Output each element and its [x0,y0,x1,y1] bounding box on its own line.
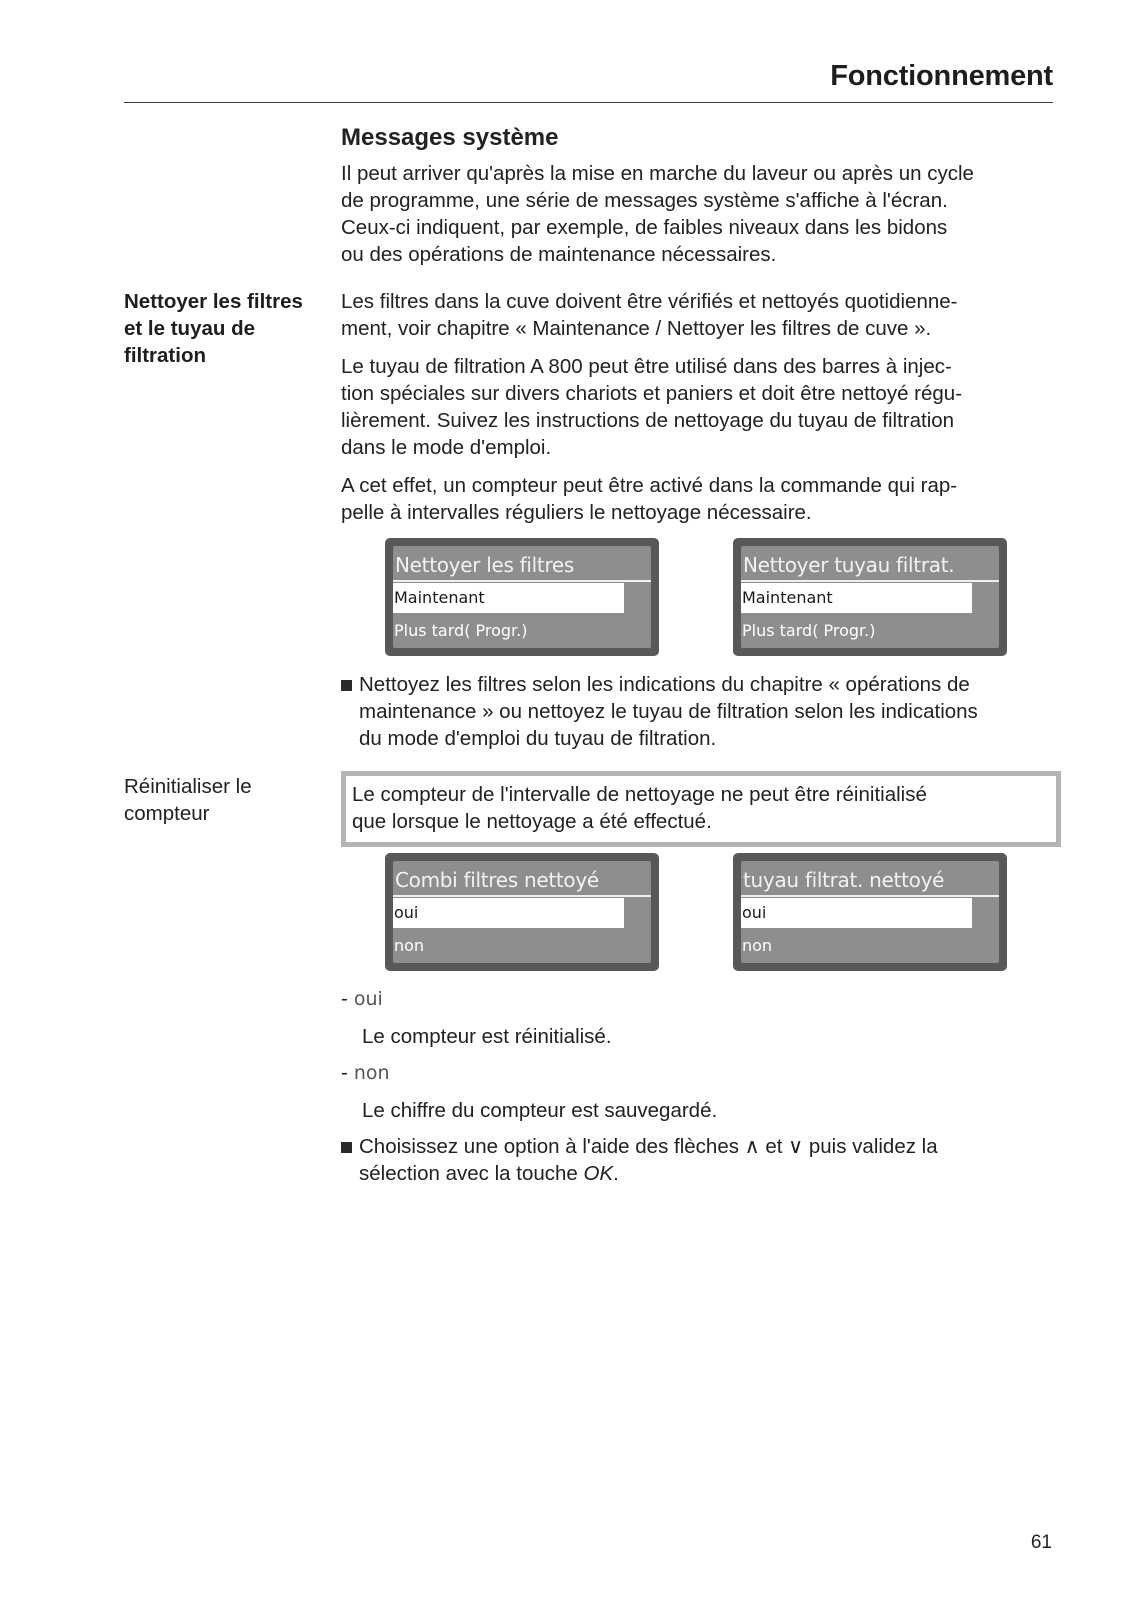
display-selected-label: Maintenant [742,588,833,607]
display-panel [741,546,999,648]
display-panel [393,546,651,648]
side-heading-line: compteur [124,802,210,825]
display-divider [741,895,999,897]
bullet-line: maintenance » ou nettoyez le tuyau de filtration selon les indications [359,700,978,723]
paragraph-line: Les filtres dans la cuve doivent être vérifiés et nettoyés quotidienne- [341,290,958,313]
display-panel [393,861,651,963]
display-screen-hose-cleaned [733,853,1007,971]
instruction-bullet-clean [341,671,1061,752]
side-heading-line: filtration [124,344,206,367]
side-heading-filters [124,288,329,369]
page-number: 61 [1030,1532,1052,1553]
display-selected-label: oui [742,903,767,922]
filters-paragraph-1 [341,288,1061,342]
dash-marker: - [341,987,348,1010]
bullet-line: Nettoyez les filtres selon les indications du chapitre « opérations de [359,673,970,696]
option-oui [341,987,383,1011]
display-title: Combi filtres nettoyé [395,868,599,892]
display-screen-filters-cleaned [385,853,659,971]
intro-paragraph [341,160,1061,268]
paragraph-line: lièrement. Suivez les instructions de nettoyage du tuyau de filtration [341,409,955,432]
header-divider [124,102,1053,103]
side-heading-line: et le tuyau de [124,317,256,340]
option-description: Le chiffre du compteur est sauvegardé. [362,1099,718,1122]
paragraph-line: pelle à intervalles réguliers le nettoyage nécessaire. [341,501,812,524]
filters-paragraph-2 [341,353,1061,461]
display-selected-option [741,583,972,613]
instruction-bullet-select [341,1133,1061,1187]
intro-line: de programme, une série de messages système s'affiche à l'écran. [341,189,948,212]
display-selected-option [741,898,972,928]
bullet-text: . [613,1162,619,1185]
intro-line: Il peut arriver qu'après la mise en marche du laveur ou après un cycle [341,162,974,185]
square-bullet-icon [341,1142,352,1153]
page-header-title: Fonctionnement [830,60,1053,92]
paragraph-line: A cet effet, un compteur peut être activé dans la commande qui rap- [341,474,958,497]
display-divider [741,580,999,582]
bullet-line [359,1160,1061,1187]
note-line: Le compteur de l'intervalle de nettoyage ne peut être réinitialisé [352,783,927,806]
dash-marker: - [341,1061,348,1084]
bullet-line: Choisissez une option à l'aide des flèches ∧ et ∨ puis validez la [359,1135,938,1158]
bullet-line: du mode d'emploi du tuyau de filtration. [359,727,717,750]
note-line: que lorsque le nettoyage a été effectué. [352,810,712,833]
note-text [352,781,927,835]
side-heading-line: Réinitialiser le [124,775,252,798]
display-option: non [394,936,425,955]
side-heading-reset [124,773,329,827]
intro-line: Ceux-ci indiquent, par exemple, de faibles niveaux dans les bidons [341,216,948,239]
paragraph-line: tion spéciales sur divers chariots et paniers et doit être nettoyé régu- [341,382,963,405]
intro-line: ou des opérations de maintenance nécessaires. [341,243,777,266]
display-title: Nettoyer tuyau filtrat. [743,553,955,577]
bullet-text: sélection avec la touche [359,1162,584,1185]
note-box [341,771,1061,847]
paragraph-line: ment, voir chapitre « Maintenance / Nettoyer les filtres de cuve ». [341,317,932,340]
display-option: non [742,936,773,955]
display-title: tuyau filtrat. nettoyé [743,868,945,892]
paragraph-line: Le tuyau de filtration A 800 peut être utilisé dans des barres à injec- [341,355,952,378]
display-selected-label: Maintenant [394,588,485,607]
display-selected-option [393,583,624,613]
display-divider [393,580,651,582]
display-panel [741,861,999,963]
option-label: non [353,1062,390,1084]
display-divider [393,895,651,897]
display-option: Plus tard( Progr.) [394,621,528,640]
display-selected-option [393,898,624,928]
paragraph-line: dans le mode d'emploi. [341,436,552,459]
display-title: Nettoyer les filtres [395,553,575,577]
filters-paragraph-3 [341,472,1061,526]
section-title: Messages système [341,124,559,151]
display-screen-clean-hose [733,538,1007,656]
display-selected-label: oui [394,903,419,922]
option-description: Le compteur est réinitialisé. [362,1025,612,1048]
display-screen-clean-filters [385,538,659,656]
option-non [341,1061,390,1085]
display-option: Plus tard( Progr.) [742,621,876,640]
option-label: oui [353,988,383,1010]
ok-key-label: OK [583,1162,614,1185]
square-bullet-icon [341,680,352,691]
side-heading-line: Nettoyer les filtres [124,290,303,313]
